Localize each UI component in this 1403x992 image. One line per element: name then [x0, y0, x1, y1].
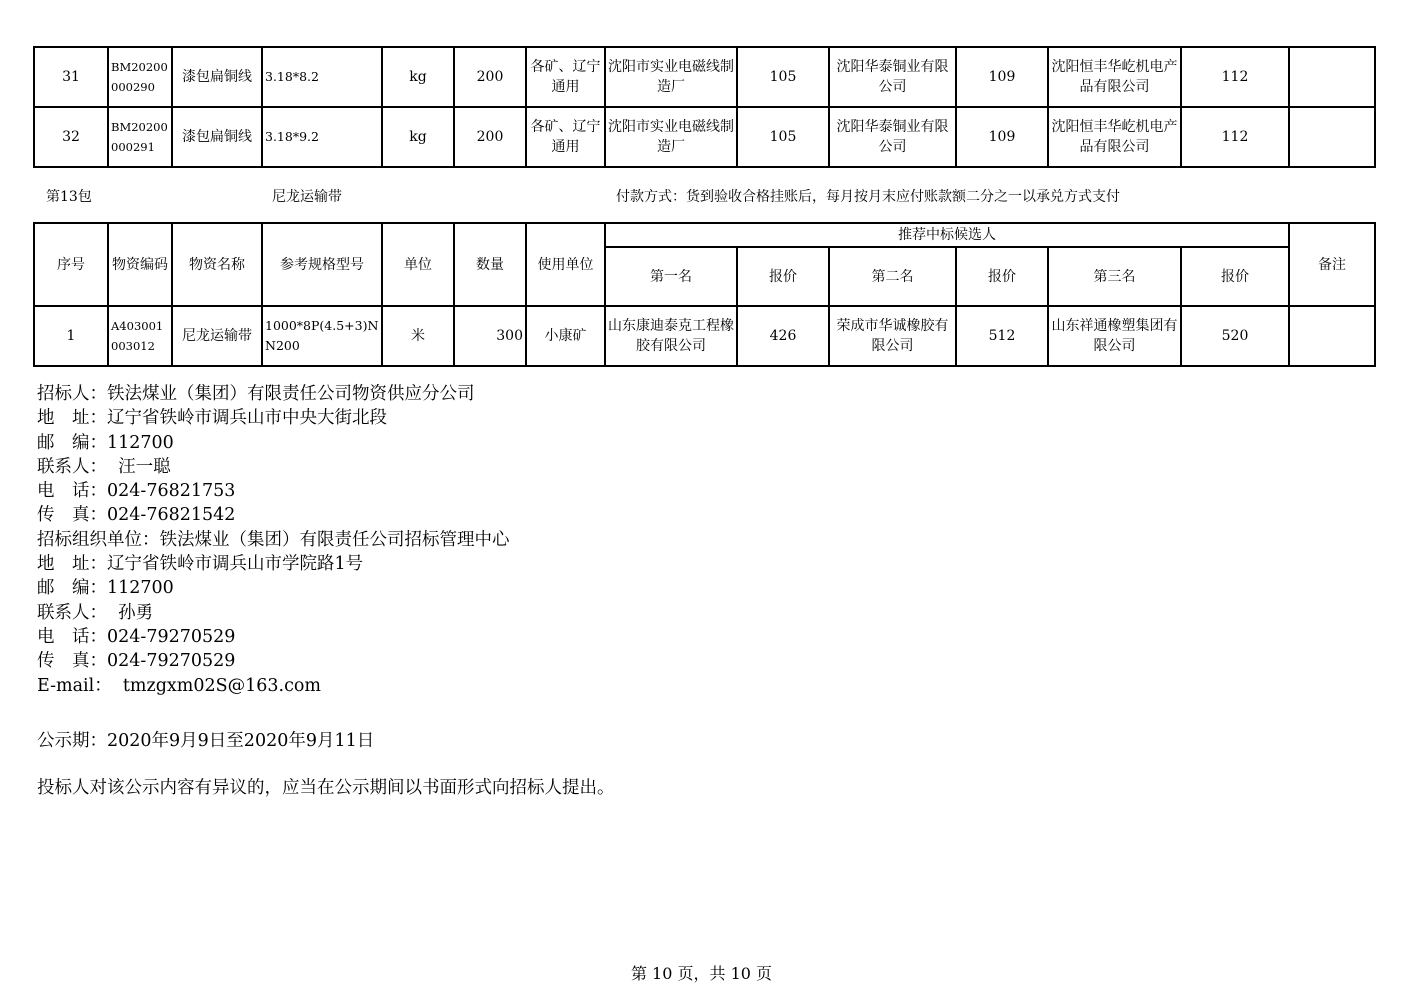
bid-table-package-13 [33, 222, 1376, 367]
header-code: 物资编码 [108, 223, 172, 306]
payment-terms: 付款方式：货到验收合格挂账后，每月按月末应付账款额二分之一以承兑方式支付 [616, 189, 1120, 205]
header-no: 序号 [34, 223, 108, 306]
agency-email: E-mail： tmzgxm02S@163.com [37, 675, 322, 696]
cell-second: 沈阳华泰铜业有限公司 [829, 107, 956, 167]
tenderer-postcode: 邮 编：112700 [37, 432, 174, 453]
tenderer-phone: 电 话：024-76821753 [37, 481, 236, 502]
cell-price1: 426 [737, 306, 829, 366]
cell-remark [1289, 107, 1375, 167]
table-row [34, 306, 1375, 366]
header-second: 第二名 [829, 247, 956, 306]
cell-spec: 3.18*8.2 [262, 47, 382, 107]
cell-remark [1289, 47, 1375, 107]
cell-third: 山东祥通橡塑集团有限公司 [1048, 306, 1181, 366]
cell-name: 尼龙运输带 [172, 306, 262, 366]
cell-use-unit: 各矿、辽宁通用 [526, 47, 605, 107]
header-price2: 报价 [956, 247, 1048, 306]
header-name: 物资名称 [172, 223, 262, 306]
cell-spec: 3.18*9.2 [262, 107, 382, 167]
cell-price3: 112 [1181, 107, 1289, 167]
agency-phone: 电 话：024-79270529 [37, 626, 236, 647]
cell-second: 沈阳华泰铜业有限公司 [829, 47, 956, 107]
header-remark: 备注 [1289, 223, 1375, 306]
cell-first: 沈阳市实业电磁线制造厂 [605, 107, 737, 167]
table-row [34, 107, 1375, 167]
table-row [34, 47, 1375, 107]
header-first: 第一名 [605, 247, 737, 306]
header-unit: 单位 [382, 223, 454, 306]
cell-price2: 109 [956, 47, 1048, 107]
cell-second: 荣成市华诚橡胶有限公司 [829, 306, 956, 366]
cell-first: 沈阳市实业电磁线制造厂 [605, 47, 737, 107]
cell-code: BM20200000291 [108, 107, 172, 167]
cell-no: 1 [34, 306, 108, 366]
agency-address: 地 址：辽宁省铁岭市调兵山市学院路1号 [37, 554, 364, 575]
cell-third: 沈阳恒丰华屹机电产品有限公司 [1048, 47, 1181, 107]
header-qty: 数量 [454, 223, 526, 306]
agency-contact: 联系人： 孙勇 [37, 602, 154, 623]
cell-unit: kg [382, 107, 454, 167]
header-price1: 报价 [737, 247, 829, 306]
cell-name: 漆包扁铜线 [172, 107, 262, 167]
cell-unit: 米 [382, 306, 454, 366]
package-label: 第13包 [46, 189, 92, 205]
cell-price2: 512 [956, 306, 1048, 366]
header-candidates: 推荐中标候选人 [605, 223, 1289, 247]
cell-first: 山东康迪泰克工程橡胶有限公司 [605, 306, 737, 366]
agency-fax: 传 真：024-79270529 [37, 651, 236, 672]
cell-code: BM20200000290 [108, 47, 172, 107]
tenderer-contact: 联系人： 汪一聪 [37, 456, 171, 477]
cell-use-unit: 小康矿 [526, 306, 605, 366]
cell-no: 31 [34, 47, 108, 107]
tenderer-line: 招标人：铁法煤业（集团）有限责任公司物资供应分公司 [37, 384, 475, 404]
cell-price1: 105 [737, 47, 829, 107]
tenderer-fax: 传 真：024-76821542 [37, 505, 236, 526]
cell-unit: kg [382, 47, 454, 107]
cell-use-unit: 各矿、辽宁通用 [526, 107, 605, 167]
header-third: 第三名 [1048, 247, 1181, 306]
cell-spec: 1000*8P(4.5+3)NN200 [262, 306, 382, 366]
cell-qty: 200 [454, 47, 526, 107]
cell-qty: 200 [454, 107, 526, 167]
cell-price3: 112 [1181, 47, 1289, 107]
cell-code: A403001003012 [108, 306, 172, 366]
header-use-unit: 使用单位 [526, 223, 605, 306]
cell-price1: 105 [737, 107, 829, 167]
header-spec: 参考规格型号 [262, 223, 382, 306]
cell-qty: 300 [454, 306, 526, 366]
cell-price2: 109 [956, 107, 1048, 167]
agency-postcode: 邮 编：112700 [37, 578, 174, 599]
cell-price3: 520 [1181, 306, 1289, 366]
cell-no: 32 [34, 107, 108, 167]
page-footer: 第 10 页，共 10 页 [630, 964, 773, 983]
package-line [46, 186, 1376, 208]
cell-name: 漆包扁铜线 [172, 47, 262, 107]
cell-third: 沈阳恒丰华屹机电产品有限公司 [1048, 107, 1181, 167]
header-price3: 报价 [1181, 247, 1289, 306]
bid-table-continued [33, 46, 1376, 168]
notice-period: 公示期：2020年9月9日至2020年9月11日 [37, 731, 375, 751]
package-name: 尼龙运输带 [272, 189, 342, 205]
tenderer-address: 地 址：辽宁省铁岭市调兵山市中央大街北段 [37, 408, 387, 429]
contact-info [37, 382, 510, 698]
notice-objection: 投标人对该公示内容有异议的，应当在公示期间以书面形式向招标人提出。 [37, 778, 615, 798]
agency-line: 招标组织单位：铁法煤业（集团）有限责任公司招标管理中心 [37, 529, 510, 550]
cell-remark [1289, 306, 1375, 366]
